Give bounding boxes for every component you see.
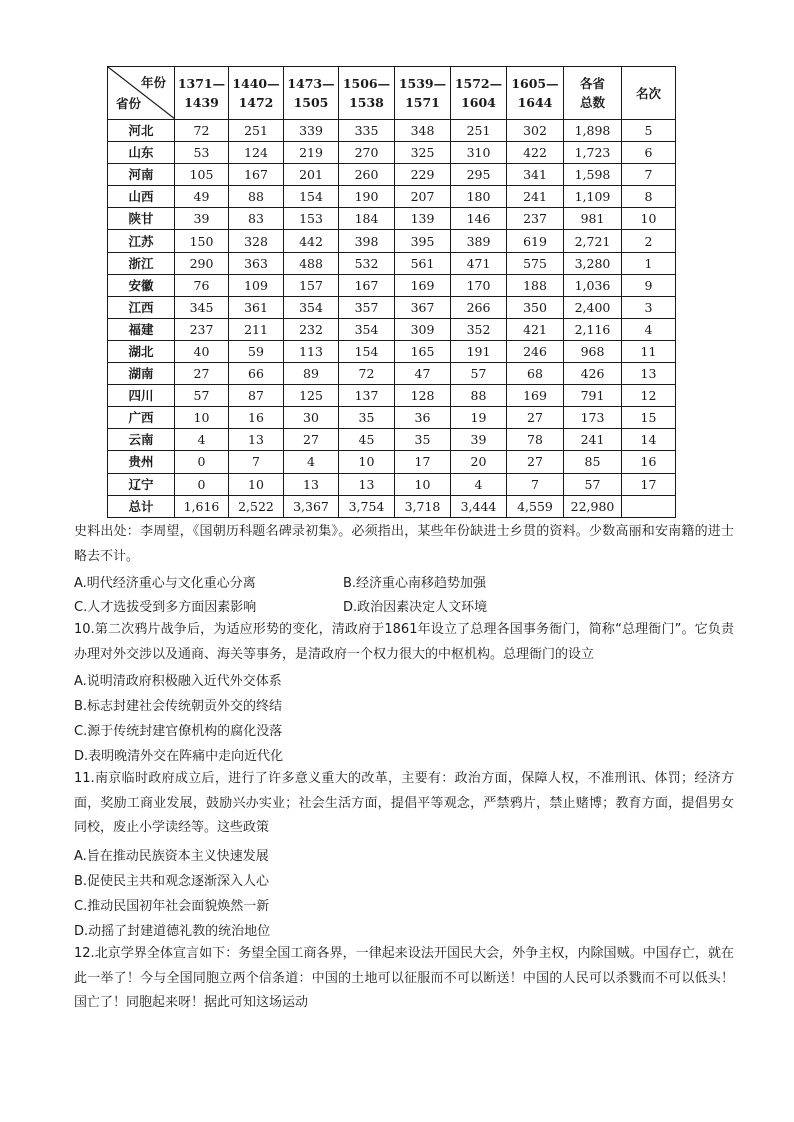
- value-cell: 35: [395, 429, 451, 451]
- value-cell: 4: [175, 429, 229, 451]
- value-cell: 68: [507, 363, 564, 385]
- value-cell: 232: [284, 318, 339, 340]
- table-row: [108, 473, 676, 495]
- value-cell: 310: [451, 142, 507, 164]
- province-total-cell: 1,036: [564, 274, 622, 296]
- value-cell: 367: [395, 296, 451, 318]
- province-total-cell: 57: [564, 473, 622, 495]
- value-cell: 341: [507, 164, 564, 186]
- value-cell: 237: [507, 208, 564, 230]
- value-cell: 357: [339, 296, 395, 318]
- value-cell: 59: [229, 340, 284, 362]
- value-cell: 7: [229, 451, 284, 473]
- value-cell: 39: [451, 429, 507, 451]
- table-row: [108, 142, 676, 164]
- table-header-row: [108, 67, 676, 120]
- value-cell: 3,718: [395, 495, 451, 517]
- value-cell: 345: [175, 296, 229, 318]
- value-cell: 2,522: [229, 495, 284, 517]
- table-row: [108, 318, 676, 340]
- rank-cell: 5: [622, 120, 676, 142]
- value-cell: 4,559: [507, 495, 564, 517]
- value-cell: 53: [175, 142, 229, 164]
- period-header: 1539— 1571: [395, 67, 451, 120]
- total-label-cell: 总计: [108, 495, 175, 517]
- value-cell: 352: [451, 318, 507, 340]
- province-cell: 湖北: [108, 340, 175, 362]
- table-row: [108, 296, 676, 318]
- value-cell: 270: [339, 142, 395, 164]
- q9-option-b: B.经济重心南移趋势加强: [343, 576, 487, 591]
- province-total-cell: 173: [564, 407, 622, 429]
- value-cell: 251: [451, 120, 507, 142]
- value-cell: 27: [507, 451, 564, 473]
- value-cell: 295: [451, 164, 507, 186]
- value-cell: 146: [451, 208, 507, 230]
- q10-option-d: D.表明晚清外交在阵痛中走向近代化: [74, 749, 284, 764]
- value-cell: 40: [175, 340, 229, 362]
- value-cell: 10: [175, 407, 229, 429]
- rank-cell: 4: [622, 318, 676, 340]
- table-row: [108, 164, 676, 186]
- value-cell: 128: [395, 385, 451, 407]
- value-cell: 471: [451, 252, 507, 274]
- value-cell: 395: [395, 230, 451, 252]
- value-cell: 20: [451, 451, 507, 473]
- table-row: [108, 252, 676, 274]
- value-cell: 532: [339, 252, 395, 274]
- table-row: [108, 429, 676, 451]
- value-cell: 49: [175, 186, 229, 208]
- province-cell: 福建: [108, 318, 175, 340]
- value-cell: 241: [507, 186, 564, 208]
- q11-stem: 11.南京临时政府成立后，进行了许多意义重大的改革，主要有：政治方面，保障人权，不准刑讯、体罚；经济方面，奖励工商业发展，鼓励兴办实业；社会生活方面，提倡平等观念，严禁鸦片，禁止赌博；教育方面，提倡男女同校，废止小学读经等。这些政策: [74, 771, 734, 836]
- period-header: 1572— 1604: [451, 67, 507, 120]
- q10-option-c: C.源于传统封建官僚机构的腐化没落: [74, 724, 283, 739]
- rank-cell: 16: [622, 451, 676, 473]
- period-header: 1473— 1505: [284, 67, 339, 120]
- value-cell: 105: [175, 164, 229, 186]
- value-cell: 7: [507, 473, 564, 495]
- value-cell: 10: [395, 473, 451, 495]
- value-cell: 251: [229, 120, 284, 142]
- province-cell: 四川: [108, 385, 175, 407]
- value-cell: 4: [451, 473, 507, 495]
- period-header: 1506— 1538: [339, 67, 395, 120]
- value-cell: 180: [451, 186, 507, 208]
- value-cell: 266: [451, 296, 507, 318]
- table-total-row: [108, 495, 676, 517]
- province-total-cell: 1,598: [564, 164, 622, 186]
- value-cell: 45: [339, 429, 395, 451]
- value-cell: 124: [229, 142, 284, 164]
- table-row: [108, 407, 676, 429]
- province-total-header: 各省 总数: [564, 67, 622, 120]
- province-total-cell: 2,721: [564, 230, 622, 252]
- table-row: [108, 230, 676, 252]
- q10-option-a: A.说明清政府积极融入近代外交体系: [74, 674, 282, 689]
- rank-cell: 2: [622, 230, 676, 252]
- province-cell: 湖南: [108, 363, 175, 385]
- value-cell: 325: [395, 142, 451, 164]
- value-cell: 57: [175, 385, 229, 407]
- value-cell: 3,754: [339, 495, 395, 517]
- rank-cell: 10: [622, 208, 676, 230]
- rank-cell: 6: [622, 142, 676, 164]
- province-cell: 广西: [108, 407, 175, 429]
- value-cell: 27: [175, 363, 229, 385]
- value-cell: 157: [284, 274, 339, 296]
- value-cell: 165: [395, 340, 451, 362]
- value-cell: 16: [229, 407, 284, 429]
- value-cell: 575: [507, 252, 564, 274]
- table-row: [108, 385, 676, 407]
- value-cell: 167: [339, 274, 395, 296]
- q9-option-d: D.政治因素决定人文环境: [343, 600, 488, 615]
- value-cell: 13: [229, 429, 284, 451]
- rank-cell: 11: [622, 340, 676, 362]
- value-cell: 76: [175, 274, 229, 296]
- value-cell: 3,444: [451, 495, 507, 517]
- province-total-cell: 2,400: [564, 296, 622, 318]
- rank-header: 名次: [622, 67, 676, 120]
- value-cell: 219: [284, 142, 339, 164]
- value-cell: 154: [339, 340, 395, 362]
- value-cell: 363: [229, 252, 284, 274]
- province-total-cell: 1,723: [564, 142, 622, 164]
- rank-cell: 7: [622, 164, 676, 186]
- value-cell: 0: [175, 473, 229, 495]
- q10-stem: 10.第二次鸦片战争后，为适应形势的变化，清政府于1861年设立了总理各国事务衙门，简称“总理衙门”。它负责办理对外交涉以及通商、海关等事务，是清政府一个权力很大的中枢机构。总理衙门的设立: [74, 622, 734, 662]
- source-note: 史料出处：李周望，《国朝历科题名碑录初集》。必须指出，某些年份缺进士乡贯的资料。少数高丽和安南籍的进士略去不计。: [74, 524, 734, 564]
- rank-cell: 9: [622, 274, 676, 296]
- q11-option-b: B.促使民主共和观念逐渐深入人心: [74, 874, 270, 889]
- value-cell: 47: [395, 363, 451, 385]
- rank-cell: 3: [622, 296, 676, 318]
- value-cell: 17: [395, 451, 451, 473]
- value-cell: 125: [284, 385, 339, 407]
- q11-option-a: A.旨在推动民族资本主义快速发展: [74, 849, 269, 864]
- province-total-cell: 791: [564, 385, 622, 407]
- value-cell: 361: [229, 296, 284, 318]
- province-total-cell: 85: [564, 451, 622, 473]
- value-cell: 10: [229, 473, 284, 495]
- value-cell: 27: [507, 407, 564, 429]
- rank-cell: 12: [622, 385, 676, 407]
- rank-cell: 14: [622, 429, 676, 451]
- value-cell: 339: [284, 120, 339, 142]
- value-cell: 302: [507, 120, 564, 142]
- value-cell: 619: [507, 230, 564, 252]
- value-cell: 190: [339, 186, 395, 208]
- value-cell: 207: [395, 186, 451, 208]
- table-row: [108, 274, 676, 296]
- q10-option-b: B.标志封建社会传统朝贡外交的终结: [74, 699, 283, 714]
- value-cell: 109: [229, 274, 284, 296]
- value-cell: 191: [451, 340, 507, 362]
- value-cell: 89: [284, 363, 339, 385]
- value-cell: 87: [229, 385, 284, 407]
- value-cell: 354: [284, 296, 339, 318]
- value-cell: 348: [395, 120, 451, 142]
- value-cell: 389: [451, 230, 507, 252]
- province-cell: 云南: [108, 429, 175, 451]
- value-cell: 153: [284, 208, 339, 230]
- province-cell: 贵州: [108, 451, 175, 473]
- value-cell: 201: [284, 164, 339, 186]
- value-cell: 0: [175, 451, 229, 473]
- table-row: [108, 120, 676, 142]
- q12-stem: 12.北京学界全体宣言如下：务望全国工商各界，一律起来设法开国民大会，外争主权，内除国贼。中国存亡，就在此一举了！今与全国同胞立两个信条道：中国的土地可以征服而不可以断送！中国的人民可以杀戮而不可以低头！国亡了！同胞起来呀！据此可知这场运动: [74, 946, 734, 1011]
- value-cell: 335: [339, 120, 395, 142]
- q9-option-c: C.人才选拔受到多方面因素影响: [74, 600, 257, 615]
- value-cell: 27: [284, 429, 339, 451]
- period-header: 1371— 1439: [175, 67, 229, 120]
- jinshi-table: [107, 66, 676, 518]
- value-cell: 57: [451, 363, 507, 385]
- value-cell: 113: [284, 340, 339, 362]
- value-cell: 169: [507, 385, 564, 407]
- value-cell: 422: [507, 142, 564, 164]
- corner-header: [108, 67, 175, 120]
- table-row: [108, 340, 676, 362]
- value-cell: 354: [339, 318, 395, 340]
- value-cell: 3,367: [284, 495, 339, 517]
- value-cell: 13: [339, 473, 395, 495]
- value-cell: 30: [284, 407, 339, 429]
- province-total-cell: 426: [564, 363, 622, 385]
- corner-province-label: 省份: [116, 96, 142, 111]
- value-cell: 260: [339, 164, 395, 186]
- province-cell: 江西: [108, 296, 175, 318]
- value-cell: 83: [229, 208, 284, 230]
- value-cell: 211: [229, 318, 284, 340]
- value-cell: 137: [339, 385, 395, 407]
- value-cell: 72: [175, 120, 229, 142]
- period-header: 1605— 1644: [507, 67, 564, 120]
- corner-year-label: 年份: [140, 75, 166, 90]
- value-cell: 13: [284, 473, 339, 495]
- value-cell: 36: [395, 407, 451, 429]
- province-total-cell: 241: [564, 429, 622, 451]
- value-cell: 169: [395, 274, 451, 296]
- province-cell: 辽宁: [108, 473, 175, 495]
- value-cell: 167: [229, 164, 284, 186]
- table-body: [108, 120, 676, 518]
- value-cell: 88: [229, 186, 284, 208]
- value-cell: 88: [451, 385, 507, 407]
- value-cell: 150: [175, 230, 229, 252]
- q11-option-c: C.推动民国初年社会面貌焕然一新: [74, 899, 270, 914]
- value-cell: 78: [507, 429, 564, 451]
- value-cell: 350: [507, 296, 564, 318]
- value-cell: 290: [175, 252, 229, 274]
- table-row: [108, 451, 676, 473]
- value-cell: 246: [507, 340, 564, 362]
- province-cell: 山东: [108, 142, 175, 164]
- rank-cell: 17: [622, 473, 676, 495]
- value-cell: 488: [284, 252, 339, 274]
- rank-cell: 8: [622, 186, 676, 208]
- rank-cell: 15: [622, 407, 676, 429]
- province-total-cell: 1,898: [564, 120, 622, 142]
- rank-cell: 1: [622, 252, 676, 274]
- value-cell: 72: [339, 363, 395, 385]
- province-cell: 河南: [108, 164, 175, 186]
- value-cell: 398: [339, 230, 395, 252]
- value-cell: 10: [339, 451, 395, 473]
- value-cell: 1,616: [175, 495, 229, 517]
- value-cell: 442: [284, 230, 339, 252]
- value-cell: 19: [451, 407, 507, 429]
- table-row: [108, 208, 676, 230]
- province-cell: 浙江: [108, 252, 175, 274]
- province-total-cell: 1,109: [564, 186, 622, 208]
- value-cell: 309: [395, 318, 451, 340]
- value-cell: 184: [339, 208, 395, 230]
- value-cell: 561: [395, 252, 451, 274]
- province-total-cell: 3,280: [564, 252, 622, 274]
- value-cell: 39: [175, 208, 229, 230]
- value-cell: 139: [395, 208, 451, 230]
- table-row: [108, 363, 676, 385]
- q9-option-a: A.明代经济重心与文化重心分离: [74, 576, 256, 591]
- value-cell: 229: [395, 164, 451, 186]
- value-cell: 170: [451, 274, 507, 296]
- value-cell: 237: [175, 318, 229, 340]
- period-header: 1440— 1472: [229, 67, 284, 120]
- province-total-cell: 2,116: [564, 318, 622, 340]
- province-cell: 陕甘: [108, 208, 175, 230]
- table-row: [108, 186, 676, 208]
- rank-cell: [622, 495, 676, 517]
- province-cell: 江苏: [108, 230, 175, 252]
- province-cell: 安徽: [108, 274, 175, 296]
- value-cell: 35: [339, 407, 395, 429]
- value-cell: 154: [284, 186, 339, 208]
- province-total-cell: 981: [564, 208, 622, 230]
- province-cell: 河北: [108, 120, 175, 142]
- value-cell: 66: [229, 363, 284, 385]
- province-total-cell: 968: [564, 340, 622, 362]
- province-cell: 山西: [108, 186, 175, 208]
- q11-option-d: D.动摇了封建道德礼教的统治地位: [74, 924, 271, 939]
- value-cell: 188: [507, 274, 564, 296]
- value-cell: 328: [229, 230, 284, 252]
- value-cell: 421: [507, 318, 564, 340]
- value-cell: 4: [284, 451, 339, 473]
- rank-cell: 13: [622, 363, 676, 385]
- province-total-cell: 22,980: [564, 495, 622, 517]
